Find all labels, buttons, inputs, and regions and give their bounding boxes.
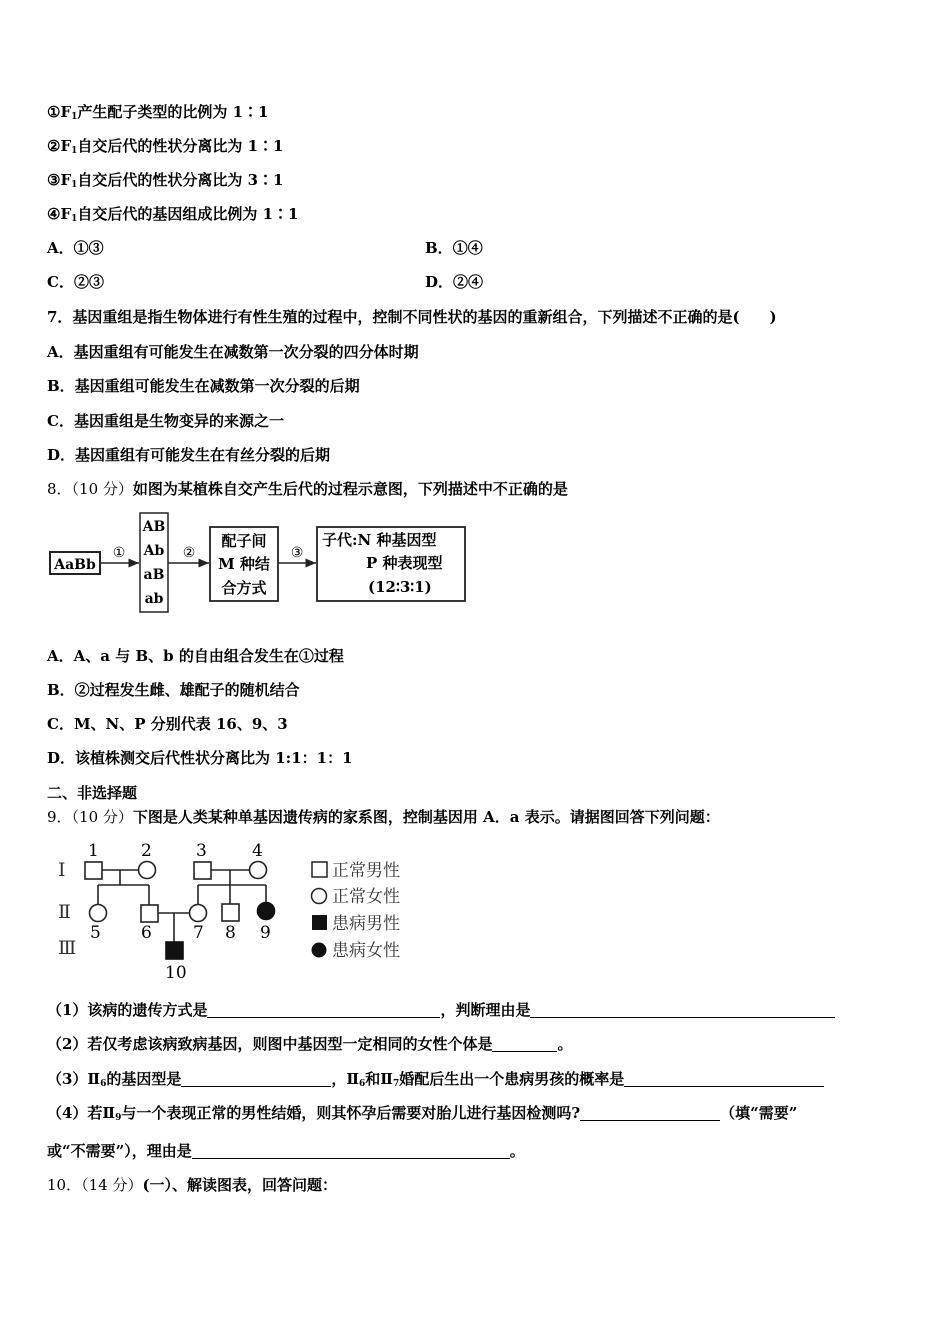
q7-option-a[interactable]: A．基因重组有可能发生在减数第一次分裂的四分体时期 <box>47 343 419 361</box>
q9-stem: 9．（10 分）下图是人类某种单基因遗传病的家系图，控制基因用 A．a 表示。请据图回答下列问题： <box>47 808 720 826</box>
individual-6-normal-male <box>141 905 158 922</box>
label-1: 1 <box>88 841 99 861</box>
q7-option-d[interactable]: D．基因重组有可能发生在有丝分裂的后期 <box>47 446 331 464</box>
label-2: 2 <box>141 841 152 861</box>
q9-sub-3: $(3)Ⅱ_6$的基因型是 ，$Ⅱ_6$和$Ⅱ_7$婚配后生出一个患病男孩的概率是 <box>47 1069 824 1094</box>
gamete-ab-lower: ab <box>144 591 164 607</box>
generation-2-label: Ⅱ <box>58 901 71 923</box>
individual-3-normal-male <box>194 862 211 879</box>
generation-1-label: Ⅰ <box>58 859 66 881</box>
q6-statement-4: $④F_1$自交后代的基因组成比例为 1∶1 <box>47 205 299 224</box>
legend-normal-female-icon <box>312 889 327 904</box>
individual-4-normal-female <box>250 862 267 879</box>
answer-blank-1b[interactable] <box>530 1002 835 1018</box>
q9-sub-4: （4）若$Ⅱ_9$与一个表现正常的男性结婚，则其怀孕后需要对胎儿进行基因检测吗? （填“需要” <box>47 1104 798 1123</box>
q8-option-b[interactable]: B．②过程发生雌、雄配子的随机结合 <box>47 681 300 699</box>
gamete-ab-mixed: Ab <box>143 543 165 559</box>
answer-blank-2[interactable] <box>492 1036 557 1052</box>
label-10: 10 <box>165 963 187 983</box>
q9-sub-2: （2）若仅考虑该病致病基因，则图中基因型一定相同的女性个体是 。 <box>47 1035 573 1053</box>
legend-normal-male-icon <box>312 862 327 877</box>
step-1-label: ① <box>112 545 126 561</box>
q6-options-row-2 <box>47 272 897 292</box>
gamete-ab-mixed-2: aB <box>143 567 165 583</box>
legend-normal-male: 正常男性 <box>332 861 400 881</box>
individual-10-affected-male <box>166 942 183 959</box>
q6-option-d[interactable]: D．②④ <box>425 273 484 291</box>
individual-7-normal-female <box>190 905 207 922</box>
answer-blank-1a[interactable] <box>207 1002 440 1018</box>
legend-normal-female: 正常女性 <box>332 887 400 907</box>
q6-option-a[interactable]: A．①③ <box>47 239 104 257</box>
combination-line-1: 配子间 <box>221 532 267 550</box>
individual-9-affected-female <box>258 903 275 920</box>
q7-stem: 7．基因重组是指生物体进行有性生殖的过程中，控制不同性状的基因的重新组合，下列描述不正确的是( ) <box>47 308 777 326</box>
answer-blank-3a[interactable] <box>181 1071 331 1087</box>
individual-1-normal-male <box>85 862 102 879</box>
individual-2-normal-female <box>139 862 156 879</box>
legend-affected-female-icon <box>312 943 327 958</box>
combination-line-3: 合方式 <box>221 579 267 597</box>
q9-sub-1: （1）该病的遗传方式是 ，判断理由是 <box>47 1000 835 1020</box>
q6-option-c[interactable]: C．②③ <box>47 273 104 291</box>
individual-8-normal-male <box>222 904 239 921</box>
q6-options-row-1 <box>47 238 897 258</box>
offspring-line-3: (12∶3∶1) <box>368 578 432 596</box>
offspring-line-2: P 种表现型 <box>366 554 443 572</box>
parent-genotype-label: AaBb <box>54 557 96 573</box>
label-6: 6 <box>141 923 152 943</box>
legend-affected-male-icon <box>312 915 327 930</box>
answer-blank-4b[interactable] <box>192 1143 510 1159</box>
q7-option-b[interactable]: B．基因重组可能发生在减数第一次分裂的后期 <box>47 377 360 395</box>
legend-affected-male: 患病男性 <box>332 914 400 934</box>
label-3: 3 <box>196 841 207 861</box>
legend-affected-female: 患病女性 <box>332 941 400 961</box>
combination-line-2: M 种结 <box>218 555 270 573</box>
label-9: 9 <box>260 923 271 943</box>
q6-statement-2: $②F_1$自交后代的性状分离比为 1∶1 <box>47 137 284 156</box>
section-2-heading: 二、非选择题 <box>47 784 138 802</box>
gamete-ab-upper: AB <box>142 519 166 535</box>
answer-blank-4a[interactable] <box>580 1105 720 1121</box>
q8-process-diagram <box>46 510 470 614</box>
step-3-label: ③ <box>290 545 304 561</box>
q6-statement-1: $①F_1$产生配子类型的比例为 1∶1 <box>47 103 269 122</box>
q9-sub-4-cont: 或“不需要”），理由是 。 <box>47 1142 525 1160</box>
offspring-line-1: 子代:N 种基因型 <box>322 531 437 549</box>
label-4: 4 <box>252 841 263 861</box>
q6-option-b[interactable]: B．①④ <box>425 239 483 257</box>
q8-option-a[interactable]: A．A、a 与 B、b 的自由组合发生在①过程 <box>47 647 344 665</box>
label-5: 5 <box>90 923 101 943</box>
answer-blank-3b[interactable] <box>624 1071 824 1087</box>
q8-stem: 8．（10 分）如图为某植株自交产生后代的过程示意图，下列描述中不正确的是 <box>47 480 568 498</box>
step-2-label: ② <box>182 545 196 561</box>
label-8: 8 <box>225 923 236 943</box>
q7-option-c[interactable]: C．基因重组是生物变异的来源之一 <box>47 412 284 430</box>
label-7: 7 <box>193 923 204 943</box>
q8-option-d[interactable]: D．该植株测交后代性状分离比为 1:1：1：1 <box>47 749 353 767</box>
individual-5-normal-female <box>90 905 107 922</box>
q6-statement-3: $③F_1$自交后代的性状分离比为 3∶1 <box>47 171 284 190</box>
q8-option-c[interactable]: C．M、N、P 分别代表 16、9、3 <box>47 715 288 733</box>
generation-3-label: Ⅲ <box>58 937 77 959</box>
q10-stem: 10．（14 分）(一）、解读图表，回答问题： <box>47 1176 338 1194</box>
q9-pedigree-chart <box>48 838 428 986</box>
